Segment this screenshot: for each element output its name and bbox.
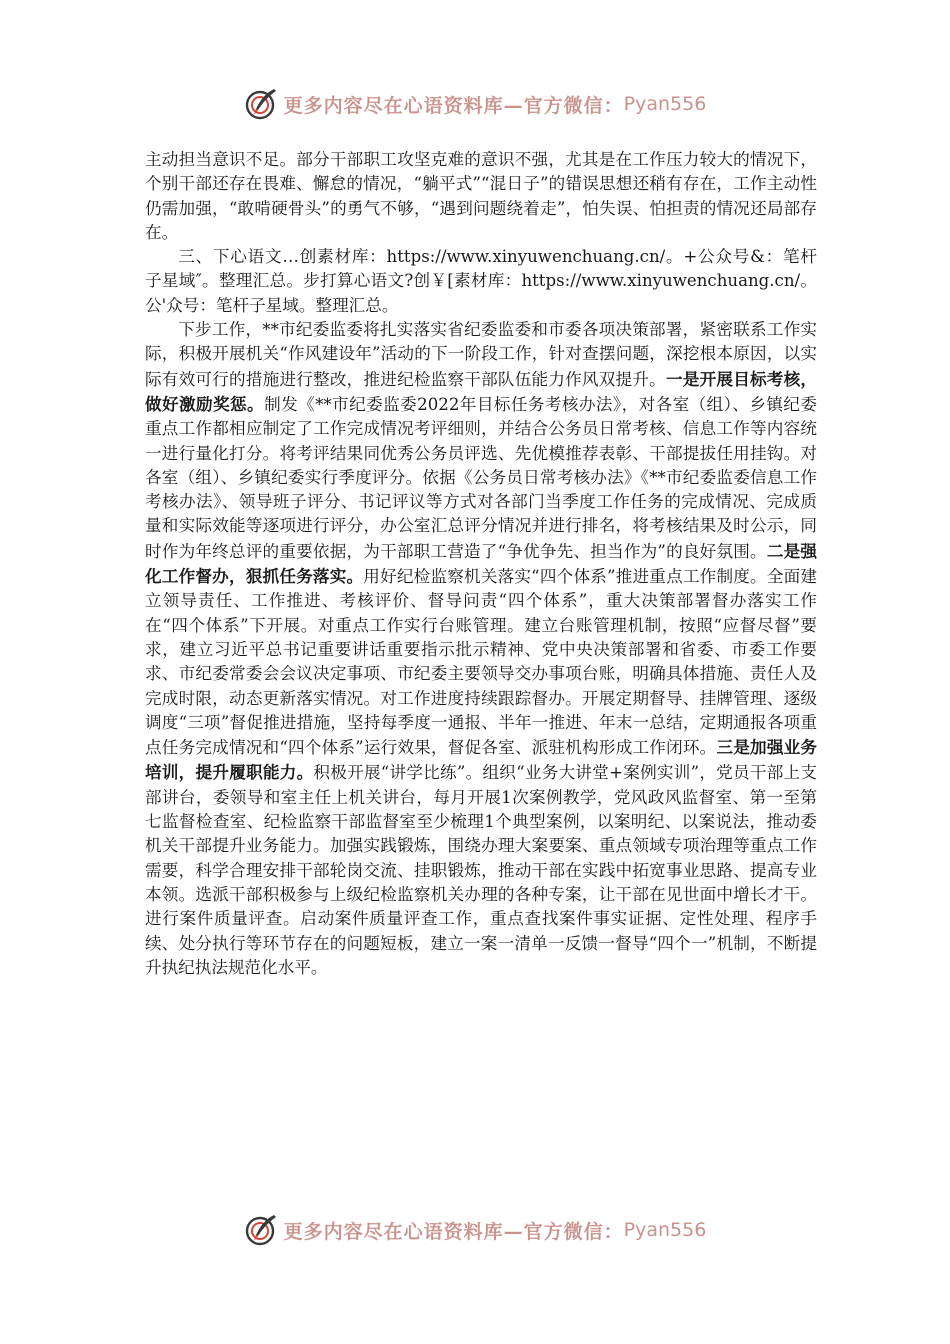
point-one-title: 一是开展目标考核，做好激励奖惩。 bbox=[145, 368, 818, 414]
point-one-text: 制发《**市纪委监委2022年目标任务考核办法》，对各室（组）、乡镇纪委重点工作都相应制定了工作完成情况考评细则，并结合公务员日常考核、信息工作等内容统一进行量化打分。将考评结果同优秀公务员评选、先优模推荐表彰、干部提拔任用挂钩。对各室（组）、乡镇纪委实行季度评分。依据《公务员日常考核办法》《**市纪委监委信息工作考核办法》、领导班子评分、书记评议等方式对各部门当季度工作任务的完成情况、完成质量和实际效能等逐项进行评分，办公室汇总评分情况并进行排名，将考核结果及时公示，同时作为年终总评的重要依据，为干部职工营造了“争优争先、担当作为”的良好氛围。 bbox=[145, 394, 817, 561]
paragraph-problem-summary: 主动担当意识不足。部分干部职工攻坚克难的意识不强，尤其是在工作压力较大的情况下，个别干部还存在畏难、懈怠的情况，“躺平式”“混日子”的错误思想还稍有存在，工作主动性仍需加强，“敢啃硬骨头”的勇气不够，“遇到问题绕着走”，怕失误、怕担责的情况还局部存在。 bbox=[145, 150, 817, 242]
paragraph-section-heading-watermark: 三、下心语文…创素材库：https://www.xinyuwenchuang.cn/。+公众号&：笔杆子星域″。整理汇总。步打算心语文?创￥[素材库：https://www.xinyuwenchuang.cn/。公'众号：笔杆子星域。整理汇总。 bbox=[145, 247, 817, 315]
footer-banner bbox=[0, 1208, 950, 1252]
banner-wechat-handle: Pyan556 bbox=[623, 93, 707, 115]
header-banner bbox=[0, 82, 950, 126]
point-two-text: 用好纪检监察机关落实“四个体系”推进重点工作制度。全面建立领导责任、工作推进、考核评价、督导问责“四个体系”，重大决策部署督办落实工作在“四个体系”下开展。对重点工作实行台账管理。建立台账管理机制，按照“应督尽督”要求，建立习近平总书记重要讲话重要指示批示精神、党中央决策部署和省委、市委工作要求、市纪委常委会会议决定事项、市纪委主要领导交办事项台账，明确具体措施、责任人及完成时限，动态更新落实情况。对工作进度持续跟踪督办。开展定期督导、挂牌管理、逐级调度“三项”督促推进措施，坚持每季度一通报、半年一推进、年末一总结，定期通报各项重点任务完成情况和“四个体系”运行效果，督促各室、派驻机构形成工作闭环。 bbox=[145, 567, 817, 758]
document-body bbox=[145, 148, 817, 980]
banner-text: 更多内容尽在心语资料库—官方微信： bbox=[283, 1220, 624, 1243]
point-two-title: 二是强化工作督办，狠抓任务落实。 bbox=[145, 540, 818, 587]
point-three-text: 积极开展“讲学比练”。组织“业务大讲堂+案例实训”，党员干部上支部讲台，委领导和室主任上机关讲台，每月开展1次案例教学，党风政风监督室、第一至第七监督检查室、纪检监察干部监督室至少梳理1个典型案例，以案明纪、以案说法，推动委机关干部提升业务能力。加强实践锻炼，围绕办理大案要案、重点领域专项治理等重点工作需要，科学合理安排干部轮岗交流、挂职锻炼，推动干部在实践中拓宽事业思路、提高专业本领。选派干部积极参与上级纪检监察机关办理的各种专案，让干部在见世面中增长才干。进行案件质量评查。启动案件质量评查工作，重点查找案件事实证据、定性处理、程序手续、处分执行等环节存在的问题短板，建立一案一清单一反馈一督导“四个一”机制，不断提升执纪执法规范化水平。 bbox=[145, 763, 817, 977]
quill-pen-logo-icon bbox=[244, 1213, 278, 1247]
point-three-title: 三是加强业务培训，提升履职能力。 bbox=[145, 737, 817, 783]
banner-wechat-handle: Pyan556 bbox=[623, 1219, 707, 1241]
quill-pen-logo-icon bbox=[244, 87, 278, 121]
next-steps-intro: 下步工作，**市纪委监委将扎实落实省纪委监委和市委各项决策部署，紧密联系工作实际，积极开展机关“作风建设年”活动的下一阶段工作，针对查摆问题，深挖根本原因，以实际有效可行的措施进行整改，推进纪检监察干部队伍能力作风双提升。 bbox=[145, 320, 817, 389]
paragraph-next-steps bbox=[145, 318, 817, 980]
banner-text: 更多内容尽在心语资料库—官方微信： bbox=[283, 94, 624, 117]
